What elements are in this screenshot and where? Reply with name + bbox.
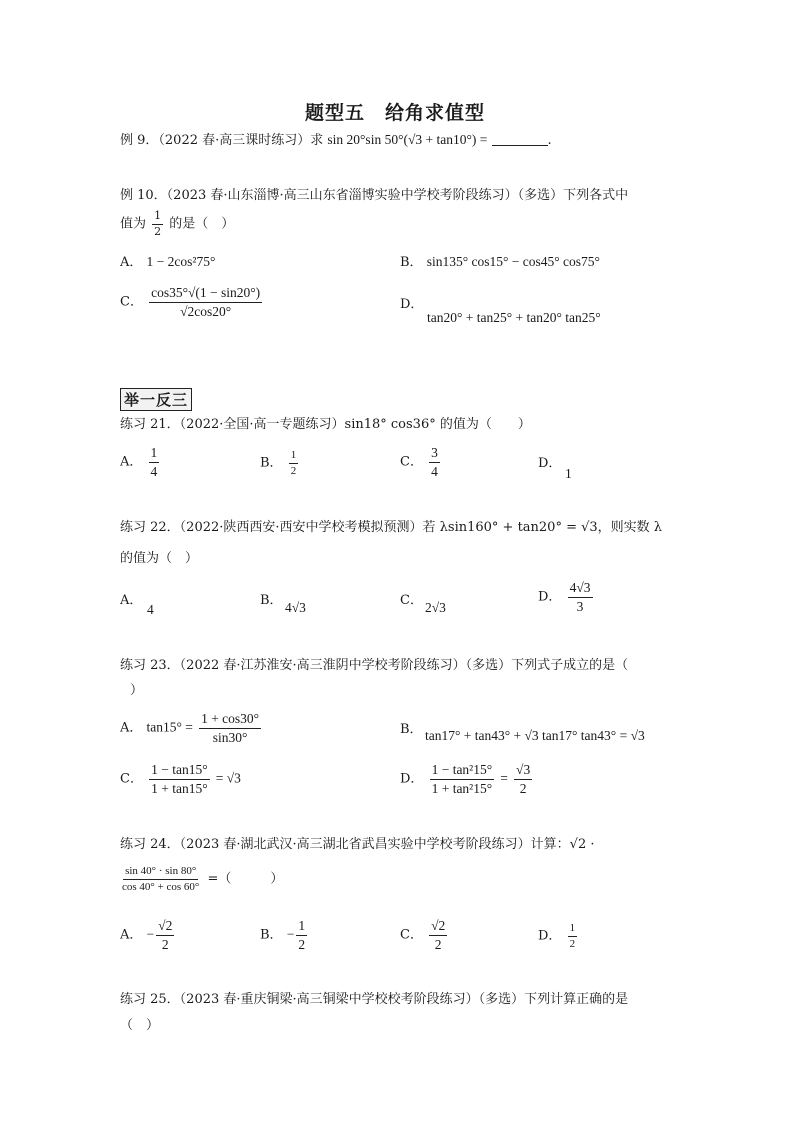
option-a-expression: 1 − 2cos²75° xyxy=(146,254,216,269)
practice-23-line1: 练习 23．（2022 春·江苏淮安·高三淮阴中学校考阶段练习）（多选）下列式子成立的是（ xyxy=(120,658,629,673)
p23-option-b[interactable] xyxy=(400,721,423,740)
answer-blank[interactable] xyxy=(492,133,548,146)
fraction: $\frac{3}{4}$ xyxy=(431,445,438,479)
fraction: $\frac{1 + \cos 30^\circ}{\sin 30^\circ}$ xyxy=(201,711,260,745)
ex10-option-a[interactable] xyxy=(120,252,215,273)
fraction: $\frac{√2}{2}$ xyxy=(158,918,173,952)
p21-option-c[interactable] xyxy=(400,445,442,479)
option-label: B． xyxy=(260,455,283,471)
p21-option-b[interactable] xyxy=(260,449,300,477)
option-label: D． xyxy=(538,589,562,605)
practice-25-line1: 练习 25．（2023 春·重庆铜梁·高三铜梁中学校校考阶段练习）（多选）下列计算正确的是 xyxy=(120,992,629,1007)
fraction: $\frac{1}{2}$ xyxy=(569,922,576,950)
option-label: A． xyxy=(120,454,143,470)
example-9-suffix: . xyxy=(547,133,552,148)
option-label: B． xyxy=(400,722,423,737)
option-label: B． xyxy=(260,593,283,608)
option-label: C． xyxy=(400,593,423,608)
option-label: A． xyxy=(120,255,143,270)
option-label: B． xyxy=(400,255,423,270)
practice-24-line1: 练习 24．（2023 春·湖北武汉·高三湖北省武昌实验中学校考阶段练习）计算：√2 · xyxy=(120,837,595,852)
practice-22-line1: 练习 22．（2022·陕西西安·西安中学校考模拟预测）若 λsin160° + tan20° = √3，则实数 λ xyxy=(120,520,663,535)
p24-option-b[interactable] xyxy=(260,918,309,952)
option-a-lhs: tan15° = xyxy=(146,719,193,735)
option-label: D． xyxy=(400,771,424,787)
option-label: D． xyxy=(538,928,562,944)
p22-option-d[interactable] xyxy=(538,580,595,614)
p23-option-b-expression: tan17° + tan43° + √3 tan17° tan43° = √3 xyxy=(425,728,645,743)
option-c-rhs: = √3 xyxy=(215,770,241,786)
practice-22-line2: 的值为（ ） xyxy=(120,551,199,566)
option-b-expression: sin135° cos15° − cos45° cos75° xyxy=(426,254,600,269)
example-9 xyxy=(120,130,552,151)
fraction: $\frac{√2}{2}$ xyxy=(431,918,446,952)
p23-option-d[interactable]: D． $\frac{\text{1 − tan²15°}}{\text{1 + tan²15°}}$ = $\frac{√3}{2}$ xyxy=(400,762,531,796)
fraction: $\frac{1}{4}$ xyxy=(150,445,158,479)
fraction: $\frac{\text{1 − tan²15°}}{\text{1 + tan²15°}}$ xyxy=(431,762,493,796)
p22-option-a[interactable] xyxy=(120,592,142,611)
fraction-one-half: $\frac{1}{2}$ xyxy=(154,209,162,238)
minus-sign: − xyxy=(286,926,295,942)
example-9-prefix: 例 9．（2022 春·高三课时练习）求 xyxy=(120,133,324,148)
example-10-text-end: 的是（ ） xyxy=(169,216,235,232)
p24-option-c[interactable] xyxy=(400,918,449,952)
option-label: A． xyxy=(120,720,143,736)
fraction: $\frac{1}{2}$ xyxy=(298,918,306,952)
fraction: $\frac{4√3}{3}$ xyxy=(569,580,591,614)
example-9-expression: sin 20°sin 50°(√3 + tan10°) = xyxy=(327,132,488,147)
p24-option-a[interactable] xyxy=(120,918,176,952)
p22-option-a-value: 4 xyxy=(147,602,154,617)
option-d-expression: tan20° + tan25° + tan20° tan25° xyxy=(427,310,601,325)
example-10-line2 xyxy=(120,210,234,238)
option-label: A． xyxy=(120,927,143,943)
option-label: C． xyxy=(120,771,143,787)
p22-option-b-value: 4√3 xyxy=(285,600,306,615)
option-label: D． xyxy=(538,456,562,471)
p24-option-d[interactable] xyxy=(538,922,579,950)
option-label: C． xyxy=(400,927,423,943)
ex10-option-d[interactable] xyxy=(400,296,423,315)
fraction: $\frac{1}{2}$ xyxy=(290,449,297,477)
fraction: $\frac{1 - \tan 15^\circ}{1 + \tan 15^\circ}$ xyxy=(151,762,208,796)
p22-option-c[interactable] xyxy=(400,592,423,611)
option-label: B． xyxy=(260,927,283,943)
option-label: C． xyxy=(400,454,423,470)
practice-25-line2: （ ） xyxy=(120,1018,160,1033)
section-tag: 举一反三 xyxy=(120,388,192,411)
p21-option-d-value: 1 xyxy=(565,466,572,481)
ex10-option-c[interactable] xyxy=(120,285,264,319)
minus-sign: − xyxy=(146,926,155,942)
option-label: A． xyxy=(120,593,143,608)
practice-24-line2 xyxy=(118,865,283,893)
practice-23-line2: ） xyxy=(130,683,144,698)
example-10-line1: 例 10．（2023 春·山东淄博·高三山东省淄博实验中学校考阶段练习）（多选）下列各式中 xyxy=(120,188,629,203)
fraction: $\frac{\sin 40^\circ \cdot \sin 80^\circ}{\cos 40^\circ + \cos 60^\circ}$ xyxy=(122,865,200,893)
example-10-text: 值为 xyxy=(120,216,147,232)
p22-option-c-value: 2√3 xyxy=(425,600,446,615)
p21-option-a[interactable] xyxy=(120,445,161,479)
option-label: C． xyxy=(120,294,143,310)
p23-option-a[interactable] xyxy=(120,711,263,745)
fraction: $\frac{√3}{2}$ xyxy=(516,762,531,796)
p23-option-c[interactable] xyxy=(120,762,241,796)
practice-24-tail: =（ ） xyxy=(207,871,284,887)
section-title: 题型五 给角求值型 xyxy=(305,102,486,124)
p21-option-d[interactable] xyxy=(538,455,561,474)
p22-option-b[interactable] xyxy=(260,592,283,611)
option-label: D． xyxy=(400,297,424,312)
practice-21: 练习 21．（2022·全国·高一专题练习）sin18° cos36° 的值为（ ） xyxy=(120,417,531,432)
option-c-fraction: $\frac{\cos 35^\circ√(1 - \sin 20^\circ)}{√2\cos 20^\circ}$ xyxy=(151,285,261,319)
ex10-option-b[interactable] xyxy=(400,252,600,273)
